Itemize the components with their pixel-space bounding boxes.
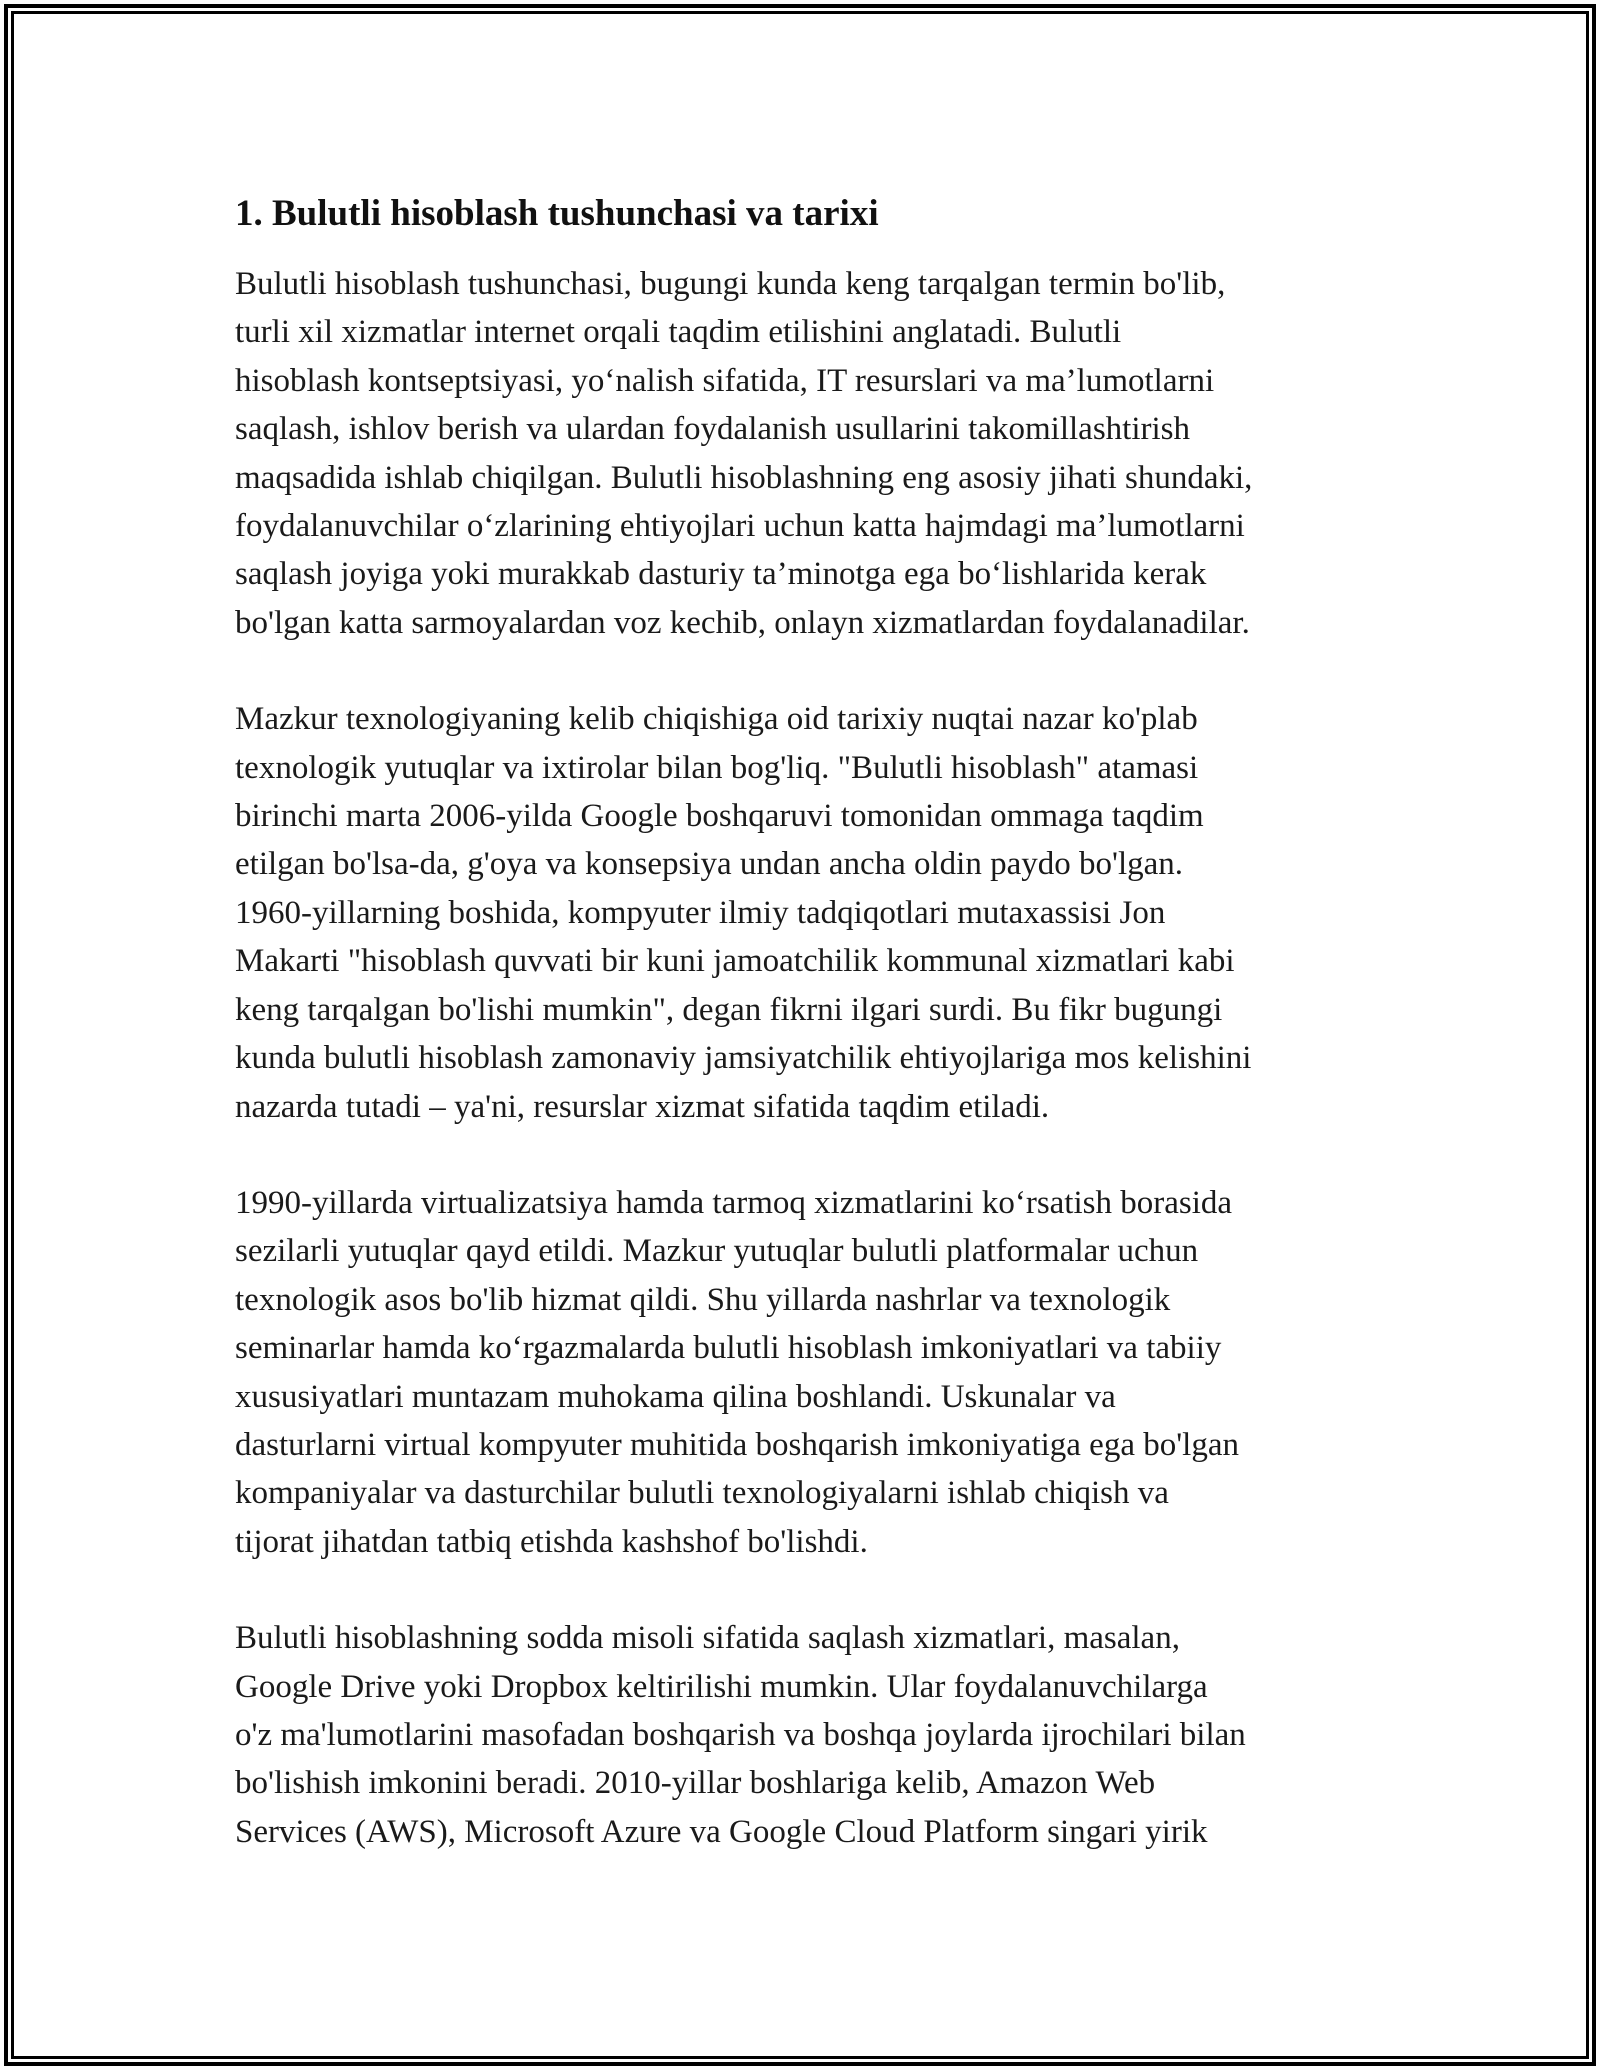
paragraph-history: Mazkur texnologiyaning kelib chiqishiga oid tarixiy nuqtai nazar ko'plab texnologik yutuqlar va ixtirolar bilan bog'liq. "Bulutli hisoblash" atamasi birinchi marta 2006-yilda Google boshqaruvi tomonidan ommaga taqdim etilgan bo'lsa-da, g'oya va konsepsiya undan ancha oldin paydo bo'lgan. 1960-yillarning boshida, kompyuter ilmiy tadqiqotlari mutaxassisi Jon Makarti "hisoblash quvvati bir kuni jamoatchilik kommunal xizmatlari kabi keng tarqalgan bo'lishi mumkin", degan fikrni ilgari surdi. Bu fikr bugungi kunda bulutli hisoblash zamonaviy jamsiyatchilik ehtiyojlariga mos kelishini nazarda tutadi – ya'ni, resurslar xizmat sifatida taqdim etiladi. bbox=[235, 701, 1252, 1125]
document-body bbox=[235, 186, 1375, 1904]
paragraph-examples: Bulutli hisoblashning sodda misoli sifatida saqlash xizmatlari, masalan, Google Drive yoki Dropbox keltirilishi mumkin. Ular foydalanuvchilarga o'z ma'lumotlarini masofadan boshqarish va boshqa joylarda ijrochilari bilan bo'lishish imkonini beradi. 2010-yillar boshlariga kelib, Amazon Web Services (AWS), Microsoft Azure va Google Cloud Platform singari yirik bbox=[235, 1620, 1246, 1850]
section-heading: 1. Bulutli hisoblash tushunchasi va tarixi bbox=[235, 193, 879, 234]
paragraph-definition: Bulutli hisoblash tushunchasi, bugungi kunda keng tarqalgan termin bo'lib, turli xil xizmatlar internet orqali taqdim etilishini anglatadi. Bulutli hisoblash kontseptsiyasi, yo‘nalish sifatida, IT resurslari va ma’lumotlarni saqlash, ishlov berish va ulardan foydalanish usullarini takomillashtirish maqsadida ishlab chiqilgan. Bulutli hisoblashning eng asosiy jihati shundaki, foydalanuvchilar o‘zlarining ehtiyojlari uchun katta hajmdagi ma’lumotlarni saqlash joyiga yoki murakkab dasturiy ta’minotga ega bo‘lishlarida kerak bo'lgan katta sarmoyalardan voz kechib, onlayn xizmatlardan foydalanadilar. bbox=[235, 266, 1253, 641]
paragraph-1990s: 1990-yillarda virtualizatsiya hamda tarmoq xizmatlarini ko‘rsatish borasida sezilarli yutuqlar qayd etildi. Mazkur yutuqlar bulutli platformalar uchun texnologik asos bo'lib hizmat qildi. Shu yillarda nashrlar va texnologik seminarlar hamda ko‘rgazmalarda bulutli hisoblash imkoniyatlari va tabiiy xususiyatlari muntazam muhokama qilina boshlandi. Uskunalar va dasturlarni virtual kompyuter muhitida boshqarish imkoniyatiga ega bo'lgan kompaniyalar va dasturchilar bulutli texnologiyalarni ishlab chiqish va tijorat jihatdan tatbiq etishda kashshof bo'lishdi. bbox=[235, 1184, 1239, 1560]
